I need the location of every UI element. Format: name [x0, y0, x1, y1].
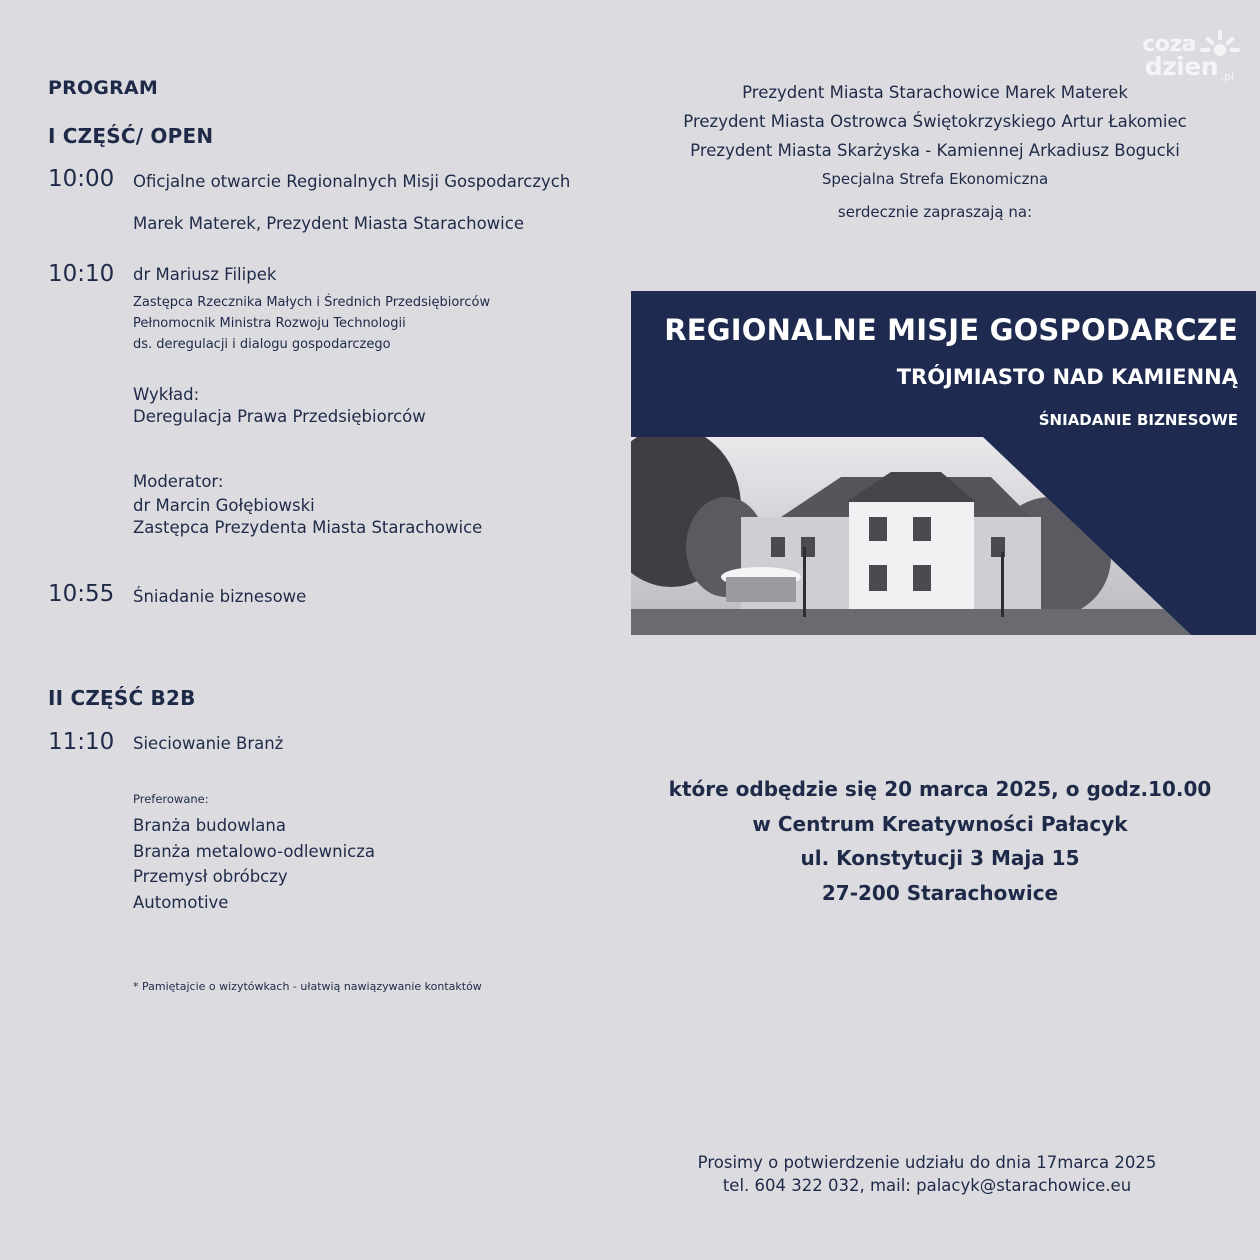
invitation-line: serdecznie zapraszają na:: [837, 203, 1033, 221]
footnote: * Pamiętajcie o wizytówkach - ułatwią nawiązywanie kontaktów: [133, 980, 482, 993]
banner-subtitle: TRÓJMIASTO NAD KAMIENNĄ: [896, 365, 1238, 389]
logo-suffix: .pl: [1220, 70, 1234, 83]
program-title: PROGRAM: [48, 77, 158, 99]
building-photo: [631, 437, 1256, 635]
part1-title: I CZĘŚĆ/ OPEN: [48, 124, 214, 148]
moderator-role: Zastępca Prezydenta Miasta Starachowice: [133, 518, 483, 537]
lecture-title: Deregulacja Prawa Przedsiębiorców: [133, 407, 426, 426]
list-item: Branża budowlana: [133, 816, 286, 835]
b2b-title: Sieciowanie Branż: [133, 734, 284, 753]
speaker-role: Pełnomocnik Ministra Rozwoju Technologii: [133, 316, 406, 331]
banner-tagline: ŚNIADANIE BIZNESOWE: [1038, 411, 1238, 429]
event-city: 27-200 Starachowice: [821, 880, 1059, 905]
site-logo: [1120, 28, 1240, 83]
preferred-label: Preferowane:: [133, 792, 209, 806]
list-item: Automotive: [133, 892, 229, 912]
speaker-role: ds. deregulacji i dialogu gospodarczego: [133, 337, 391, 352]
moderator-label: Moderator:: [133, 472, 224, 491]
list-item: Przemysł obróbczy: [133, 867, 288, 886]
opening-line: Oficjalne otwarcie Regionalnych Misji Gospodarczych: [133, 172, 571, 191]
event-street: ul. Konstytucji 3 Maja 15: [800, 846, 1080, 870]
rsvp-contact: tel. 604 322 032, mail: palacyk@starachowice.eu: [722, 1176, 1132, 1195]
host-line: Prezydent Miasta Ostrowca Świętokrzyskiego Artur Łakomiec: [683, 112, 1187, 131]
logo-text-top: coza: [1142, 32, 1196, 57]
host-line: Prezydent Miasta Skarżyska - Kamiennej Arkadiusz Bogucki: [690, 141, 1180, 160]
host-line: Specjalna Strefa Ekonomiczna: [821, 170, 1049, 188]
event-date: które odbędzie się 20 marca 2025, o godz.10.00: [668, 777, 1212, 801]
time-1055: 10:55: [48, 581, 115, 607]
industry-list: [133, 813, 375, 915]
lecture-label: Wykład:: [133, 385, 200, 404]
list-item: Branża metalowo-odlewnicza: [133, 841, 376, 861]
speaker-name: dr Mariusz Filipek: [133, 265, 277, 284]
logo-text-bottom: dzien: [1144, 52, 1218, 81]
event-details: [640, 772, 1240, 910]
event-banner: [631, 291, 1256, 635]
hosts-block: [630, 78, 1240, 227]
rsvp-deadline: Prosimy o potwierdzenie udziału do dnia 17marca 2025: [697, 1153, 1157, 1172]
moderator-name: dr Marcin Gołębiowski: [133, 496, 315, 515]
speaker-roles: [133, 292, 490, 355]
time-1010: 10:10: [48, 261, 115, 287]
breakfast-line: Śniadanie biznesowe: [133, 587, 307, 606]
part2-title: II CZĘŚĆ B2B: [48, 686, 196, 710]
rsvp-block: [630, 1151, 1224, 1197]
speaker-role: Zastępca Rzecznika Małych i Średnich Przedsiębiorców: [133, 295, 491, 310]
opening-speaker: Marek Materek, Prezydent Miasta Starachowice: [133, 214, 524, 233]
time-1110: 11:10: [48, 729, 115, 755]
time-1000: 10:00: [48, 166, 115, 192]
host-line: Prezydent Miasta Starachowice Marek Materek: [742, 83, 1128, 102]
event-venue: w Centrum Kreatywności Pałacyk: [752, 811, 1128, 836]
banner-title: REGIONALNE MISJE GOSPODARCZE: [664, 313, 1238, 347]
